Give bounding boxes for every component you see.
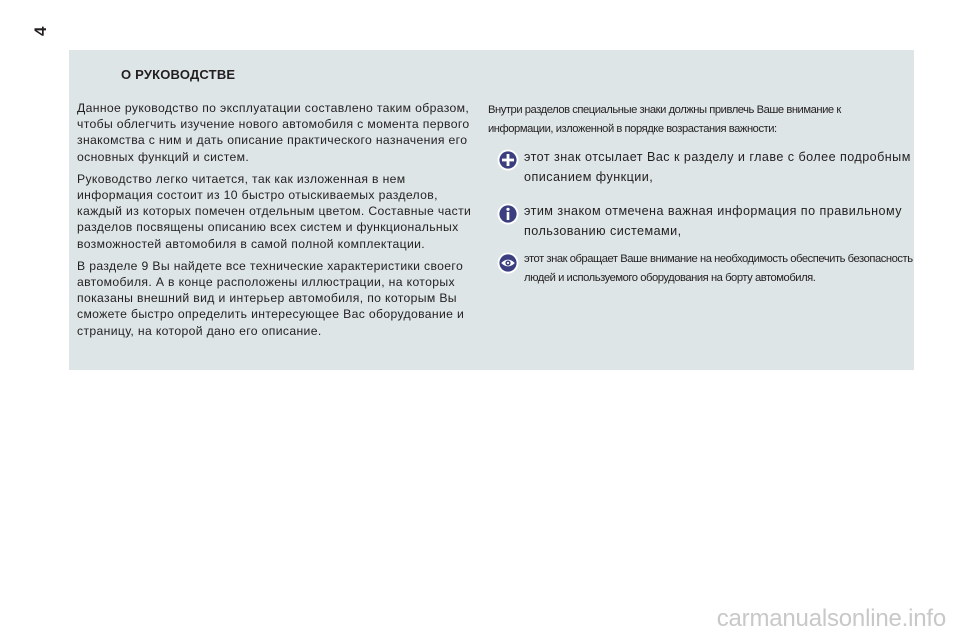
sign-text-reference: этот знак отсылает Вас к разделу и главе с более подробным описанием функции, <box>524 150 911 184</box>
sign-row-reference <box>497 147 912 187</box>
sign-text-safety: этот знак обращает Ваше внимание на необходимость обеспечить безопасность людей и используемого оборудования на борту автомобиля. <box>524 253 913 284</box>
watermark: carmanualsonline.info <box>716 605 946 632</box>
left-column <box>77 100 477 345</box>
paragraph-specs: В разделе 9 Вы найдете все технические характеристики своего автомобиля. А в конце расположены иллюстрации, на которых показаны внешний вид и интерьер автомобиля, по которым Вы сможете быстро определить интересующее Вас оборудование и страницу, на которой дано его описание. <box>77 258 465 338</box>
sign-text-info: этим знаком отмечена важная информация по правильному пользованию системами, <box>524 204 902 238</box>
sign-row-info <box>497 201 912 241</box>
eye-icon <box>497 252 519 274</box>
paragraph-structure: Руководство легко читается, так как изложенная в нем информация состоит из 10 быстро отыскиваемых разделов, каждый из которых помечен отдельным цветом. Составные части разделов посвящены описанию всех систем и функциональных возможностей автомобиля в самой полной комплектации. <box>77 171 472 251</box>
paragraph-purpose: Данное руководство по эксплуатации составлено таким образом, чтобы облегчить изучение нового автомобиля с момента первого знакомства с ним и дать описание практического назначения его основных функций и систем. <box>77 101 470 164</box>
plus-icon <box>497 149 519 171</box>
page-number: 4 <box>31 26 50 36</box>
section-title: О РУКОВОДСТВЕ <box>121 67 236 82</box>
sign-row-safety <box>497 250 917 288</box>
signs-intro: Внутри разделов специальные знаки должны привлечь Ваше внимание к информации, изложенной в порядке возрастания важности: <box>488 104 841 135</box>
info-icon <box>497 203 519 225</box>
